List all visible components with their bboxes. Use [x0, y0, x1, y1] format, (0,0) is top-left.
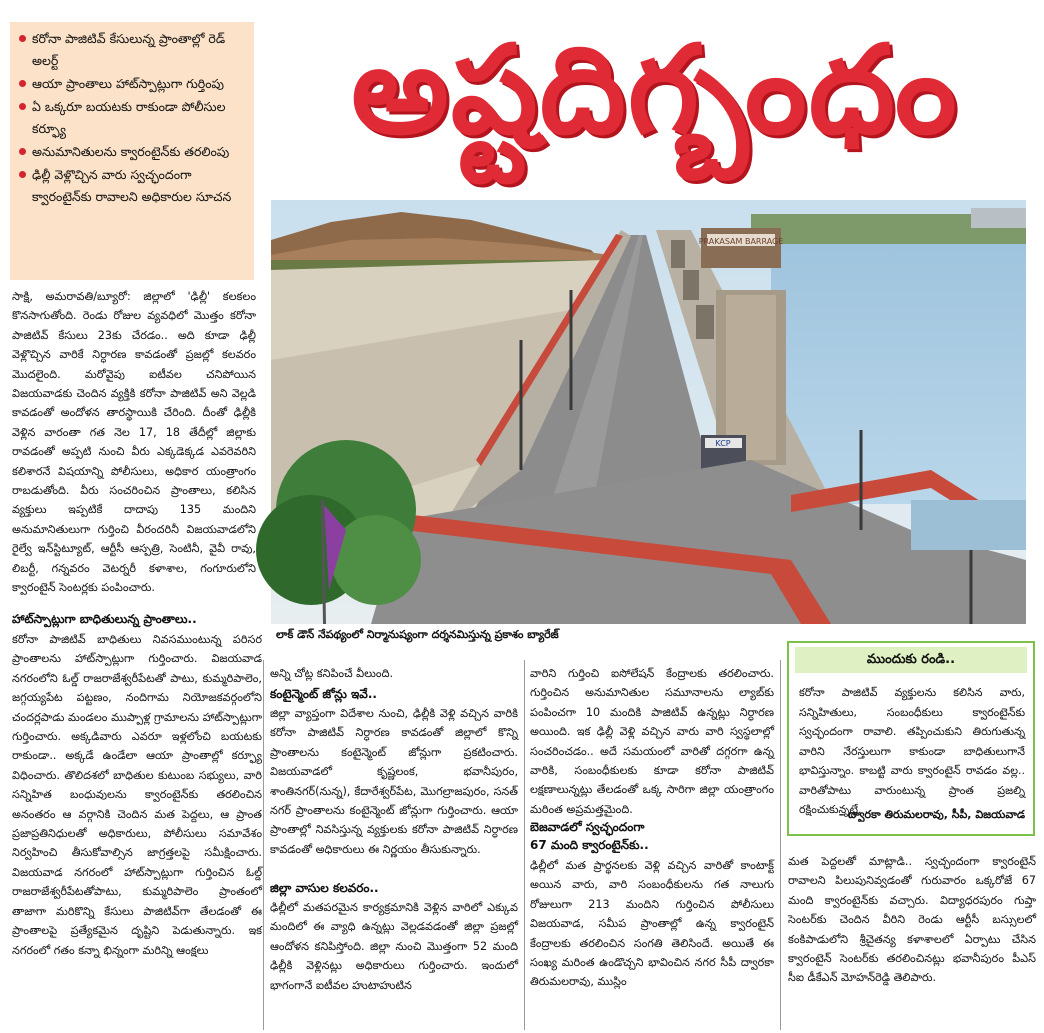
- subhead-hotspots: హాట్‌స్పాట్లుగా బాధితులున్న ప్రాంతాలు..: [12, 612, 197, 626]
- article-intro: సాక్షి, అమరావతి/బ్యూరో: జిల్లాలో 'ఢిల్లీ' కలకలం కొనసాగుతోంది. రెండు రోజుల వ్యవధిలో మొత్తం కరోనా పాజిటివ్ కేసులు 23కు చేరడం.. అది కూడా ఢిల్లీ వెళ్లొచ్చిన వారికే నిర్ధారణ కావడంతో ప్రజల్లో కలవరం మొదలైంది. మరోవైపు ఐటీవల చనిపోయిన విజయవాడకు చెందిన వ్యక్తికి కరోనా పాజిటివ్ అని వెల్లడి కావడంతో అందోళన తారస్థాయికి చేరింది. దీంతో ఢిల్లీకి వెళ్లిన వారంతా గత నెల 17, 18 తేదీల్లో జిల్లాకు రావడంతో అప్పటి నుంచి వీరు ఎక్కడెక్కడ ఎవరెవరిని కలిశారనే విషయాన్ని పోలీసులు, అధికార యంత్రాంగం రాబడుతోంది. వీరు సంచరించిన ప్రాంతాలు, కలిసిన వ్యక్తులు ఇప్పటికే దాదాపు 135 మందిని అనుమానితులుగా గుర్తించి వీరందరినీ విజయవాడలోని రైల్వే ఇన్‌స్టిట్యూట్, ఆర్టీసీ ఆస్పత్రి, సెంటినీ, వైవీ రావు, లిబర్టీ, గన్నవరం వెటర్నరీ కళాశాల, గంగూరులోని క్వారంటైన్ సెంటర్లకు పంపించారు.: [12, 290, 256, 595]
- highlights-list: [18, 28, 246, 208]
- subhead-district-worry: జిల్లా వాసుల కలవరం..: [270, 881, 379, 895]
- highlight-item: కరోనా పాజిటివ్ కేసులున్న ప్రాంతాల్లో రెడ్ అలర్ట్: [18, 28, 246, 72]
- subhead-67-quarantine: 67 మంది క్వారంటైన్‌కు..: [530, 838, 649, 852]
- containment-text: జిల్లా వ్యాప్తంగా విదేశాల నుంచి, ఢిల్లీకి వెళ్లి వచ్చిన వారికి కరోనా పాజిటివ్ నిర్ధారణ కావడంతో జిల్లాలో కొన్ని ప్రాంతాలను కంటైన్మెంట్ జోన్లుగా ప్రకటించారు. విజయవాడలో కృష్ణలంక, భవానీపురం, శాంతినగర్(నున్న), కేదారేశ్వర్‌పేట, మొగల్రాజపురం, సనత్ నగర్ ప్రాంతాలను కంటైన్మెంట్ జోన్లుగా గుర్తించారు. ఆయా ప్రాంతాల్లో నివసిస్తున్న వ్యక్తులకు కరోనా పాజిటివ్ నిర్ధారణ కావడంతో అధికారులు ఈ నిర్ణయం తీసుకున్నారు.: [270, 707, 518, 856]
- article-hotspots-text: కరోనా పాజిటివ్ బాధితులు నివసముంటున్న పరిసర ప్రాంతాలను హాట్‌స్పాట్లుగా గుర్తించారు. విజయవాడ నగరంలోని ఓల్డ్ రాజరాజేశ్వరీపేటతో పాటు, కుమ్మరిపాలెం, జగ్గయ్యపేట పట్టణం, నందిగామ నియోజకవర్గంలోని చందర్లపాడు మండలం ముప్పాళ్ల గ్రామాలను హాట్‌స్పాట్లుగా గుర్తించారు. అక్కడివారు ఎవరూ ఇళ్లలోంచి బయటకు రాకుండా.. అక్కడే ఉండేలా ఆయా ప్రాంతాల్లో కర్ఫ్యూ విధించారు. తొలిదశలో బాధితుల కుటుంబ సభ్యులు, వారి సన్నిహిత బంధువులను క్వారంటైన్‌కు తరలించిన అనంతరం ఆ వర్గానికి చెందిన మత పెద్దలు, ఆ ప్రాంత ప్రజాప్రతినిధులతో అధికారులు, పోలీసులు సమావేశం నిర్వహించి తీసుకోవాల్సిన జాగ్రత్తలపై సమీక్షించారు. విజయవాడ నగరంలో హాట్‌స్పాట్లుగా గుర్తించిన ఓల్డ్ రాజరాజేశ్వరీపేటతోపాటు, కుమ్మరిపాలెం ప్రాంతంలో తాజాగా మరికొన్ని కేసులు పాజిటివ్‌గా తేలడంతో ఈ ప్రాంతాలపై ప్రత్యేకమైన దృష్టిని పెడుతున్నారు. ఇక నగరంలో గతం కన్నా భిన్నంగా మరిన్ని ఆంక్షలు: [12, 633, 262, 957]
- sign-text: PRAKASAM BARRAGE: [698, 237, 784, 246]
- highlight-item: అనుమానితులను క్వారంటైన్‌కు తరలింపు: [18, 141, 246, 163]
- photo-caption: లాక్ డౌన్ నేపథ్యంలో నిర్మానుష్యంగా దర్శనమిస్తున్న ప్రకాశం బ్యారేజ్: [276, 628, 559, 641]
- column-divider: [524, 660, 525, 1030]
- highlight-item: ఏ ఒక్కరూ బయటకు రాకుండా పోలీసుల కర్ఫ్యూ: [18, 96, 246, 140]
- highlight-item: ఆయా ప్రాంతాలు హాట్‌స్పాట్లుగా గుర్తింపు: [18, 73, 246, 95]
- subhead-voluntary: బెజవాడలో స్వచ్ఛందంగా: [530, 820, 645, 834]
- barrage-illustration: [271, 200, 1026, 624]
- highlight-item: ఢిల్లీ వెళ్లొచ్చిన వారు స్వచ్ఛందంగా క్వారంటైన్‌కు రావాలని అధికారుల సూచన: [18, 164, 246, 208]
- district-worry-text: ఢిల్లీలో మతపరమైన కార్యక్రమానికి వెళ్లిన వారిలో ఎక్కువ మందిలో ఈ వ్యాధి ఉన్నట్లు వెల్లడవడంతో జిల్లా ప్రజల్లో ఆందోళన కనిపిస్తోంది. జిల్లా నుంచి మొత్తంగా 52 మంది ఢిల్లీకి వెళ్లినట్లు అధికారులు గుర్తించారు. ఇందులో భాగంగానే ఐటీవల హుటాహుటిన: [270, 901, 518, 992]
- appeal-text: కరోనా పాజిటివ్ వ్యక్తులను కలిసిన వారు, సన్నిహితులు, సంబంధీకులు క్వారంటైన్‌కు స్వచ్ఛందంగా రావాలి. తప్పించుకుని తిరుగుతున్న వారిని నేరస్తులుగా కాకుండా బాధితులుగానే భావిస్తున్నాం. కాబట్టి వారు క్వారంటైన్ రావడం వల్ల.. వారితోపాటు వారుంటున్న ప్రాంత ప్రజల్ని రక్షించుకున్నట్లే.: [799, 686, 1025, 816]
- appeal-signature: – ద్వారకా తిరుమలరావు, సీపీ, విజయవాడ: [838, 808, 1025, 821]
- col3-text: వారిని గుర్తించి ఐసోలేషన్ కేంద్రాలకు తరలించారు. గుర్తించిన అనుమానితుల సమూనాలను ల్యాబ్‌కు పంపించగా 10 మందికి పాజిటివ్ ఉన్నట్లు నిర్ధారణ అయింది. ఇక ఢిల్లీ వెళ్లి వచ్చిన వారు వారి స్వస్థలాల్లో సంచరించడం.. అదే సమయంలో వారితో దగ్గరగా ఉన్న వారికి, సంబంధీకులకు కూడా కరోనా పాజిటివ్ లక్షణాలున్నట్లు తేలడంతో ఒక్క సారిగా జిల్లా యంత్రాంగం మరింత అప్రమత్తమైంది.: [530, 667, 774, 816]
- booth-label: KCP: [715, 439, 731, 448]
- column-divider: [263, 660, 264, 1030]
- col4-text: మత పెద్దలతో మాట్లాడి.. స్వచ్ఛందంగా క్వారంటైన్ రావాలని పిలుపునివ్వడంతో గురువారం ఒక్కరోజే 67 మంది క్వారంటైన్‌కు వచ్చారు. విద్యాధరపురం గుప్తా సెంటర్‌కు చెందిన వీరిని రెండు ఆర్టీసీ బస్సులలో కంకిపాడులోని శ్రీచైతన్య కళాశాలలో ఏర్పాటు చేసిన క్వారంటైన్ సెంటర్‌కు తరలించినట్లు భవానీపురం పీఎస్ సీఐ డీకేఎన్ మోహన్‌రెడ్డి తెలిపారు.: [788, 855, 1036, 985]
- barrage-photo: [271, 200, 1026, 624]
- highlights-box: [10, 22, 254, 280]
- col2-lead: అన్ని చోట్ల కనిపించే వీలుంది.: [270, 667, 394, 680]
- appeal-box: [787, 641, 1035, 836]
- headline: అష్టదిగ్బంధం: [351, 19, 959, 161]
- column-divider: [780, 660, 781, 1030]
- subhead-containment: కంటైన్మెంట్ జోన్లు ఇవే..: [270, 687, 377, 701]
- col3-quarantine-text: ఢిల్లీలో మత ప్రార్థనలకు వెళ్లి వచ్చిన వారితో కాంటాక్ట్ అయిన వారు, వారి సంబంధీకులను గత నాలుగు రోజులుగా 213 మందిని గుర్తించిన పోలీసులు విజయవాడ, సమీప ప్రాంతాల్లో ఉన్న క్వారంటైన్ కేంద్రాలకు తరలించిన సంగతి తెలిసిందే. అయితే ఈ సంఖ్య మరింత ఉండొచ్చని భావించిన నగర సీపీ ద్వారకా తిరుమలరావు, ముస్లిం: [530, 859, 774, 989]
- appeal-title: ముందుకు రండి..: [795, 647, 1027, 673]
